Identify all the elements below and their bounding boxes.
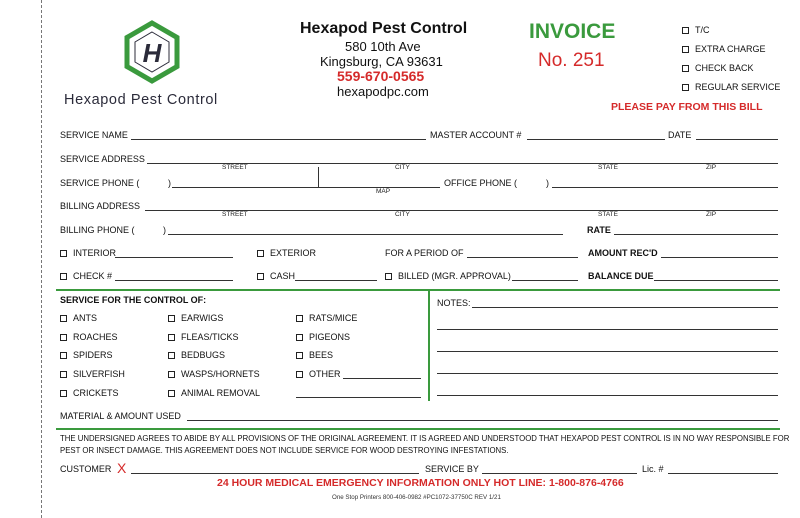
checkbox[interactable]	[60, 315, 67, 322]
checkbox[interactable]	[682, 65, 689, 72]
material-label: MATERIAL & AMOUNT USED	[60, 411, 181, 421]
notes-line-3[interactable]	[437, 351, 778, 352]
notes-line-2[interactable]	[437, 329, 778, 330]
map-divider	[318, 167, 319, 187]
office-phone-field[interactable]	[552, 187, 778, 188]
customer-label: CUSTOMER	[60, 464, 112, 474]
service-wasps-hornets[interactable]: WASPS/HORNETS	[168, 369, 260, 379]
material-field[interactable]	[187, 420, 778, 421]
city-caption: CITY	[395, 164, 410, 171]
signature-x-mark: X	[117, 460, 127, 476]
notes-line-1[interactable]	[472, 307, 778, 308]
section-divider-vertical	[428, 289, 430, 401]
zip-caption: ZIP	[706, 164, 717, 171]
option-regular-service[interactable]: REGULAR SERVICE	[682, 82, 780, 92]
section-divider-bottom	[56, 428, 780, 430]
logo-letter: H	[142, 38, 162, 68]
invoice-number: No. 251	[538, 50, 605, 71]
service-fleas-ticks[interactable]: FLEAS/TICKS	[168, 332, 239, 342]
service-bedbugs[interactable]: BEDBUGS	[168, 350, 225, 360]
service-ants[interactable]: ANTS	[60, 313, 97, 323]
amount-recd-label: AMOUNT REC'D	[588, 248, 658, 258]
billed-field[interactable]	[512, 280, 578, 281]
company-name: Hexapod Pest Control	[300, 20, 468, 37]
checkbox[interactable]	[682, 84, 689, 91]
hotline-text: 24 HOUR MEDICAL EMERGENCY INFORMATION ONLY HOT LINE: 1-800-876-4766	[217, 477, 624, 489]
agreement-line-2: PEST OR INSECT DAMAGE. THIS AGREEMENT DOES NOT INCLUDE SERVICE FOR WOOD DESTROYING INFESTATIONS.	[60, 446, 509, 455]
state-caption: STATE	[598, 164, 618, 171]
checkbox[interactable]	[60, 250, 67, 257]
checkbox[interactable]	[60, 352, 67, 359]
service-other[interactable]: OTHER	[296, 369, 341, 379]
date-field[interactable]	[696, 139, 778, 140]
exterior-option[interactable]: EXTERIOR	[257, 248, 316, 258]
company-address-1: 580 10th Ave	[345, 39, 421, 54]
check-number-field[interactable]	[115, 280, 233, 281]
check-option[interactable]: CHECK #	[60, 271, 112, 281]
notes-line-4[interactable]	[437, 373, 778, 374]
hexagon-logo-icon	[120, 20, 184, 84]
checkbox[interactable]	[296, 371, 303, 378]
company-website: hexapodpc.com	[337, 84, 429, 99]
rate-field[interactable]	[614, 234, 778, 235]
service-phone-field[interactable]	[172, 187, 440, 188]
billing-zip-caption: ZIP	[706, 211, 717, 218]
balance-due-field[interactable]	[654, 280, 778, 281]
service-name-label: SERVICE NAME	[60, 130, 128, 140]
notes-label: NOTES:	[437, 298, 471, 308]
section-divider-top	[56, 289, 780, 291]
cash-option[interactable]: CASH	[257, 271, 295, 281]
lic-label: Lic. #	[642, 464, 664, 474]
checkbox[interactable]	[296, 334, 303, 341]
service-name-field[interactable]	[131, 139, 426, 140]
office-phone-label: OFFICE PHONE (	[444, 178, 518, 188]
master-account-label: MASTER ACCOUNT #	[430, 130, 522, 140]
service-by-field[interactable]	[482, 473, 637, 474]
service-silverfish[interactable]: SILVERFISH	[60, 369, 125, 379]
service-address-label: SERVICE ADDRESS	[60, 154, 145, 164]
checkbox[interactable]	[682, 46, 689, 53]
service-pigeons[interactable]: PIGEONS	[296, 332, 350, 342]
street-caption: STREET	[222, 164, 248, 171]
other-field-2[interactable]	[296, 397, 421, 398]
notes-line-5[interactable]	[437, 395, 778, 396]
service-roaches[interactable]: ROACHES	[60, 332, 118, 342]
option-extra-charge[interactable]: EXTRA CHARGE	[682, 44, 766, 54]
pay-notice: PLEASE PAY FROM THIS BILL	[611, 101, 763, 113]
billed-option[interactable]: BILLED (MGR. APPROVAL)	[385, 271, 511, 281]
checkbox[interactable]	[168, 352, 175, 359]
option-check-back[interactable]: CHECK BACK	[682, 63, 754, 73]
service-earwigs[interactable]: EARWIGS	[168, 313, 223, 323]
rate-label: RATE	[587, 225, 611, 235]
company-address-2: Kingsburg, CA 93631	[320, 54, 443, 69]
checkbox[interactable]	[296, 315, 303, 322]
services-heading: SERVICE FOR THE CONTROL OF:	[60, 295, 207, 305]
checkbox[interactable]	[168, 334, 175, 341]
billing-city-caption: CITY	[395, 211, 410, 218]
checkbox[interactable]	[60, 334, 67, 341]
master-account-field[interactable]	[527, 139, 665, 140]
service-phone-label: SERVICE PHONE (	[60, 178, 140, 188]
service-rats-mice[interactable]: RATS/MICE	[296, 313, 357, 323]
lic-field[interactable]	[668, 473, 778, 474]
service-spiders[interactable]: SPIDERS	[60, 350, 113, 360]
service-crickets[interactable]: CRICKETS	[60, 388, 119, 398]
checkbox[interactable]	[60, 273, 67, 280]
perforation-line	[41, 0, 42, 518]
company-logo	[120, 20, 184, 84]
checkbox[interactable]	[168, 390, 175, 397]
billing-street-caption: STREET	[222, 211, 248, 218]
checkbox[interactable]	[682, 27, 689, 34]
balance-due-label: BALANCE DUE	[588, 271, 654, 281]
checkbox[interactable]	[60, 371, 67, 378]
service-animal-removal[interactable]: ANIMAL REMOVAL	[168, 388, 260, 398]
logo-text: Hexapod Pest Control	[64, 92, 218, 108]
checkbox[interactable]	[168, 315, 175, 322]
date-label: DATE	[668, 130, 692, 140]
billing-state-caption: STATE	[598, 211, 618, 218]
period-label: FOR A PERIOD OF	[385, 248, 464, 258]
option-tc[interactable]: T/C	[682, 25, 710, 35]
checkbox[interactable]	[60, 390, 67, 397]
amount-recd-field[interactable]	[661, 257, 778, 258]
company-phone: 559-670-0565	[337, 68, 425, 84]
service-bees[interactable]: BEES	[296, 350, 333, 360]
period-field[interactable]	[467, 257, 578, 258]
service-phone-close: )	[168, 178, 171, 188]
office-phone-close: )	[546, 178, 549, 188]
checkbox[interactable]	[168, 371, 175, 378]
cash-field[interactable]	[295, 280, 377, 281]
checkbox[interactable]	[385, 273, 392, 280]
other-field[interactable]	[343, 378, 421, 379]
printer-credit: One Stop Printers 800-406-0982 #PC1072-37750C REV 1/21	[332, 494, 501, 501]
invoice-title: INVOICE	[529, 20, 616, 43]
map-caption: MAP	[376, 188, 391, 195]
billing-phone-field[interactable]	[168, 234, 563, 235]
customer-signature-field[interactable]	[131, 473, 419, 474]
interior-field[interactable]	[115, 257, 233, 258]
agreement-line-1: THE UNDERSIGNED AGREES TO ABIDE BY ALL PROVISIONS OF THE ORIGINAL AGREEMENT. IT IS AGREED AND UNDERSTOOD THAT HEXAPOD PEST CONTROL IS IN NO WAY RESPONSIBLE FOR	[60, 434, 790, 443]
interior-option[interactable]: INTERIOR	[60, 248, 116, 258]
checkbox[interactable]	[257, 250, 264, 257]
billing-address-label: BILLING ADDRESS	[60, 201, 141, 211]
billing-phone-label: BILLING PHONE (	[60, 225, 135, 235]
checkbox[interactable]	[257, 273, 264, 280]
checkbox[interactable]	[296, 352, 303, 359]
service-by-label: SERVICE BY	[425, 464, 479, 474]
billing-phone-close: )	[163, 225, 166, 235]
